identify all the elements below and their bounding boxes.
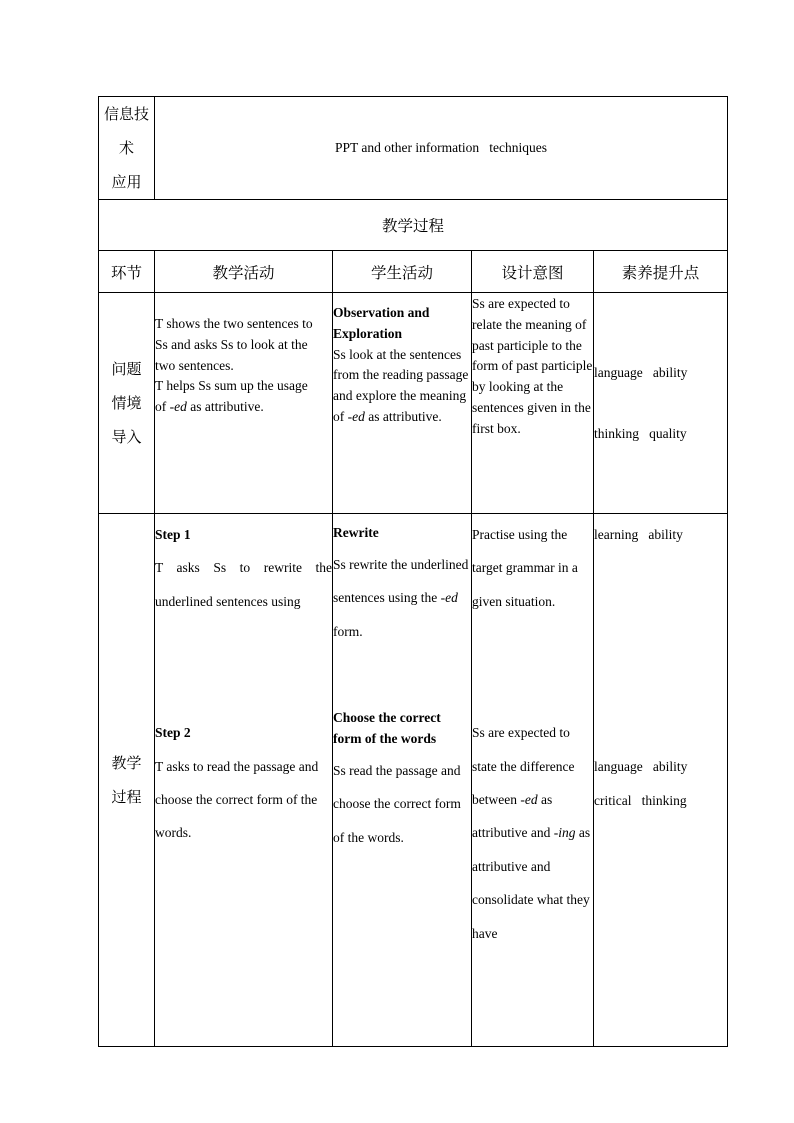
student-activity-text: Ss look at the sentences from the reading passage and explore the meaning of -ed as attributive.: [333, 346, 469, 424]
it-application-row: [99, 97, 728, 200]
stage-line: 导入: [111, 428, 142, 446]
col-header-literacy: 素养提升点: [594, 251, 728, 293]
literacy-item: language ability: [594, 759, 688, 775]
teacher-activity-text: T shows the two sentences to Ss and asks Ss to look at the two sentences.: [155, 316, 313, 373]
student-activity-cell: [333, 293, 472, 514]
step2-title: Step 2: [155, 725, 191, 741]
literacy-cell: [594, 514, 728, 1047]
design-intent-cell: [472, 514, 594, 1047]
student-rewrite-title: Rewrite: [333, 525, 379, 540]
process-title: 教学过程: [99, 200, 728, 251]
lesson-plan-table: [98, 96, 728, 1047]
teacher-activity-text-2: T helps Ss sum up the usage of -ed as attributive.: [155, 378, 308, 415]
stage-line: 过程: [111, 788, 142, 806]
design-intent-text: Ss are expected to relate the meaning of past participle to the form of past participle by looking at the sentences given in the first box.: [472, 296, 593, 436]
literacy-item: language ability: [594, 364, 688, 380]
student-activity-title: Observation and Exploration: [333, 305, 430, 341]
stage-line: 教学: [111, 754, 142, 772]
design-intent-cell: [472, 293, 594, 514]
stage-process: [99, 514, 155, 1047]
literacy-item: thinking quality: [594, 425, 687, 441]
teacher-activity-cell: [155, 293, 333, 514]
student-activity-cell: [333, 514, 472, 1047]
stage-line: 情境: [111, 394, 142, 412]
student-choose-title: Choose the correct form of the words: [333, 710, 441, 747]
teacher-activity-cell: [155, 514, 333, 1047]
design-intent-text-1: Practise using the target grammar in a given situation.: [472, 527, 578, 609]
it-label-line-2: 应用: [111, 173, 142, 191]
literacy-item: learning ability: [594, 527, 683, 542]
it-label-line-1: 信息技术: [103, 105, 149, 157]
col-header-student-activity: 学生活动: [333, 251, 472, 293]
col-header-teacher-activity: 教学活动: [155, 251, 333, 293]
table-row: [99, 293, 728, 514]
literacy-cell: [594, 293, 728, 514]
process-title-row: [99, 200, 728, 251]
it-application-value: PPT and other information techniques: [155, 97, 728, 200]
table-row: [99, 514, 728, 1047]
column-header-row: [99, 251, 728, 293]
design-intent-text-2: Ss are expected to state the difference between -ed as attributive and -ing as attributive and consolidate what they have: [472, 725, 591, 941]
step2-text: T asks to read the passage and choose the correct form of the words.: [155, 758, 319, 841]
col-header-stage: 环节: [99, 251, 155, 293]
step1-text: T asks Ss to rewrite the underlined sentences using: [155, 560, 332, 609]
literacy-item: critical thinking: [594, 792, 687, 808]
student-choose-text: Ss read the passage and choose the correct form of the words.: [333, 762, 461, 845]
col-header-design-intent: 设计意图: [472, 251, 594, 293]
student-rewrite-text: Ss rewrite the underlined sentences using the -ed form.: [333, 557, 469, 639]
it-application-label: [99, 97, 155, 200]
stage-lead-in: [99, 293, 155, 514]
stage-line: 问题: [111, 360, 142, 378]
step1-title: Step 1: [155, 527, 191, 542]
